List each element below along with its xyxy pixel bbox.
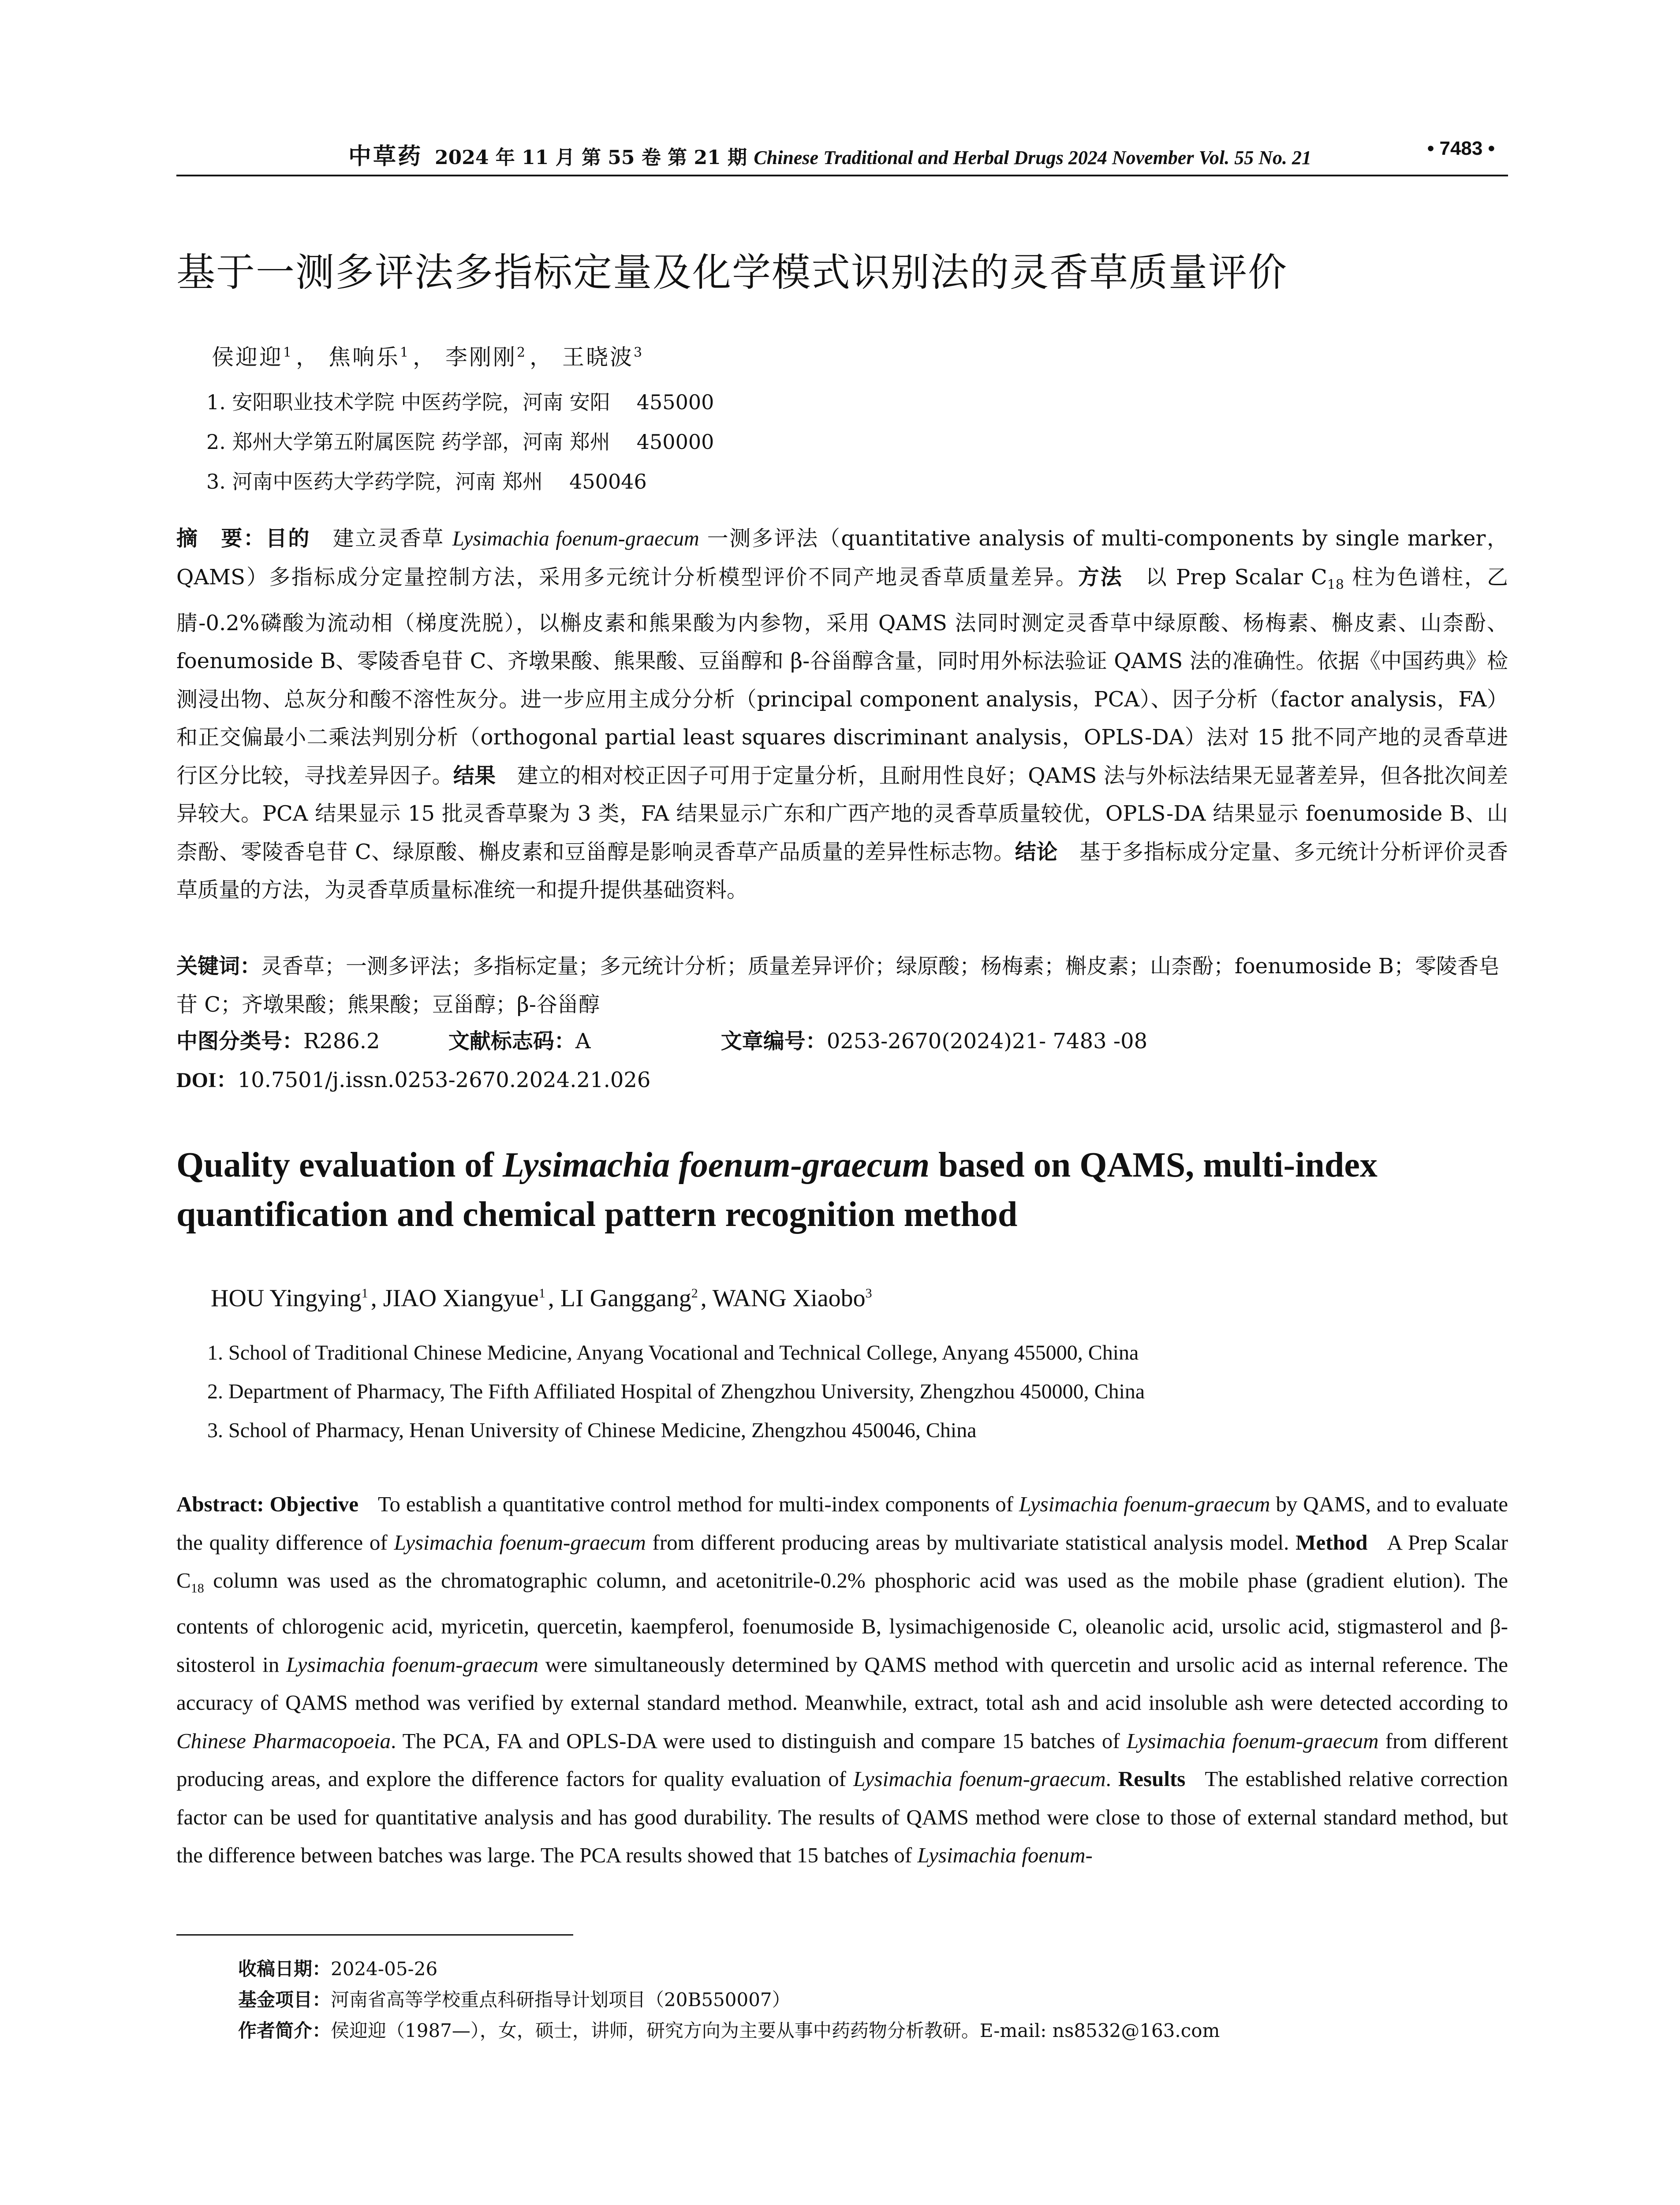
affiliation-cn: 1. 安阳职业技术学院 中医药学院，河南 安阳 455000 xyxy=(206,390,714,414)
footnote-rule xyxy=(176,1934,573,1936)
journal-name-en: Chinese Traditional and Herbal Drugs 2024 November Vol. 55 No. 21 xyxy=(754,147,1312,168)
authors-en: HOU Yingying$^1$ , JIAO Xiangyue$^1$ , LI Ganggang$^2$ , WANG Xiaobo$^3$ xyxy=(211,1285,872,1312)
title-cn: 基于一测多评法多指标定量及化学模式识别法的灵香草质量评价 xyxy=(176,250,1288,295)
page-number: • 7483 • xyxy=(1427,138,1495,159)
affiliation-cn: 3. 河南中医药大学药学院，河南 郑州 450046 xyxy=(206,470,647,493)
author-name: 焦响乐 xyxy=(329,344,400,370)
affiliation-en: 2. Department of Pharmacy, The Fifth Affiliated Hospital of Zhengzhou University, Zhengzhou 450000, China xyxy=(207,1380,1145,1403)
abstract-cn: 摘 要：目的 建立灵香草 Lysimachia foenum-graecum 一测多评法（quantitative analysis of multi-components by single marker，QAMS）多指标成分定量控制方法，采用多元统计分析模型评价不同产地灵香草质量差异。方法 以 Prep Scalar $C_{18}$ 柱为色谱柱，乙腈-0.2%磷酸为流动相（梯度洗脱），以槲皮素和熊果酸为内参物，采用 QAMS 法同时测定灵香草中绿原酸、杨梅素、槲皮素、山柰酚、foenumoside B、零陵香皂苷 C、齐墩果酸、熊果酸、豆甾醇和 β-谷甾醇含量，同时用外标法验证 QAMS 法的准确性。依据《中国药典》检测浸出物、总灰分和酸不溶性灰分。进一步应用主成分分析（principal component analysis，PCA）、因子分析（factor analysis，FA）和正交偏最小二乘法判别分析（orthogonal partial least squares discriminant analysis，OPLS-DA）法对 15 批不同产地的灵香草进行区分比较，寻找差异因子。结果 建立的相对校正因子可用于定量分析，且耐用性良好；QAMS 法与外标法结果无显著差异，但各批次间差异较大。PCA 结果显示 15 批灵香草聚为 3 类，FA 结果显示广东和广西产地的灵香草质量较优，OPLS-DA 结果显示 foenumoside B、山柰酚、零陵香皂苷 C、绿原酸、槲皮素和豆甾醇是影响灵香草产品质量的差异性标志物。结论 基于多指标成分定量、多元统计分析评价灵香草质量的方法，为灵香草质量标准统一和提升提供基础资料。 xyxy=(176,526,1508,903)
keywords-cn: 关键词：灵香草；一测多评法；多指标定量；多元统计分析；质量差异评价；绿原酸；杨梅素；槲皮素；山柰酚；foenumoside B；零陵香皂苷 C；齐墩果酸；熊果酸；豆甾醇；β-谷甾醇 xyxy=(176,954,1500,1017)
author-name: 李刚刚 xyxy=(445,344,517,370)
doi-row: DOI：10.7501/j.issn.0253-2670.2024.21.026 xyxy=(176,1068,651,1092)
footnote-author-bio: 作者简介：侯迎迎（1987—），女，硕士，讲师，研究方向为主要从事中药药物分析教研。E-mail: ns8532@163.com xyxy=(238,2020,1220,2041)
footnote-received: 收稿日期：2024-05-26 xyxy=(238,1958,438,1980)
running-header xyxy=(176,138,1508,168)
header-rule xyxy=(176,175,1508,176)
footnote-fund: 基金项目：河南省高等学校重点科研指导计划项目（20B550007） xyxy=(238,1989,791,2011)
abstract-en: Abstract: Objective To establish a quantitative control method for multi-index components of Lysimachia foenum-graecum by QAMS, and to evaluate the quality difference of Lysimachia foenum-graecum from different producing areas by multivariate statistical analysis model. Method A Prep Scalar $C_{18}$ column was used as the chromatographic column, and acetonitrile-0.2% phosphoric acid was used as the mobile phase (gradient elution). The contents of chlorogenic acid, myricetin, quercetin, kaempferol, foenumoside B, lysimachigenoside C, oleanolic acid, ursolic acid, stigmasterol and β-sitosterol in Lysimachia foenum-graecum were simultaneously determined by QAMS method with quercetin and ursolic acid as internal reference. The accuracy of QAMS method was verified by external standard method. Meanwhile, extract, total ash and acid insoluble ash were detected according to Chinese Pharmacopoeia. The PCA, FA and OPLS-DA were used to distinguish and compare 15 batches of Lysimachia foenum-graecum from different producing areas, and explore the difference factors for quality evaluation of Lysimachia foenum-graecum. Results The established relative correction factor can be used for quantitative analysis and has good durability. The results of QAMS method were close to those of external standard method, but the difference between batches was large. The PCA results showed that 15 batches of Lysimachia foenum- xyxy=(176,1492,1508,1868)
author-name: 王晓波 xyxy=(562,344,634,370)
affiliation-cn: 2. 郑州大学第五附属医院 药学部，河南 郑州 450000 xyxy=(206,430,714,454)
journal-info xyxy=(348,138,1311,171)
journal-name-cn: 中草药 xyxy=(348,143,423,170)
affiliation-en: 3. School of Pharmacy, Henan University of Chinese Medicine, Zhengzhou 450046, China xyxy=(207,1419,977,1442)
issue-info-cn: 2024 年 11 月 第 55 卷 第 21 期 xyxy=(435,146,747,169)
author-name: 侯迎迎 xyxy=(212,344,283,370)
affiliation-en: 1. School of Traditional Chinese Medicine, Anyang Vocational and Technical College, Anyang 455000, China xyxy=(207,1341,1139,1364)
classification-row: 中图分类号：R286.2 文献标志码：A 文章编号：0253-2670(2024)21- 7483 -08 xyxy=(176,1029,1148,1054)
title-en: Quality evaluation of Lysimachia foenum-graecum based on QAMS, multi-index quantification and chemical pattern recognition method xyxy=(176,1146,1378,1234)
authors-cn: 侯迎迎$^1$ ， 焦响乐$^1$ ， 李刚刚$^2$ ， 王晓波$^3$ xyxy=(212,344,644,370)
